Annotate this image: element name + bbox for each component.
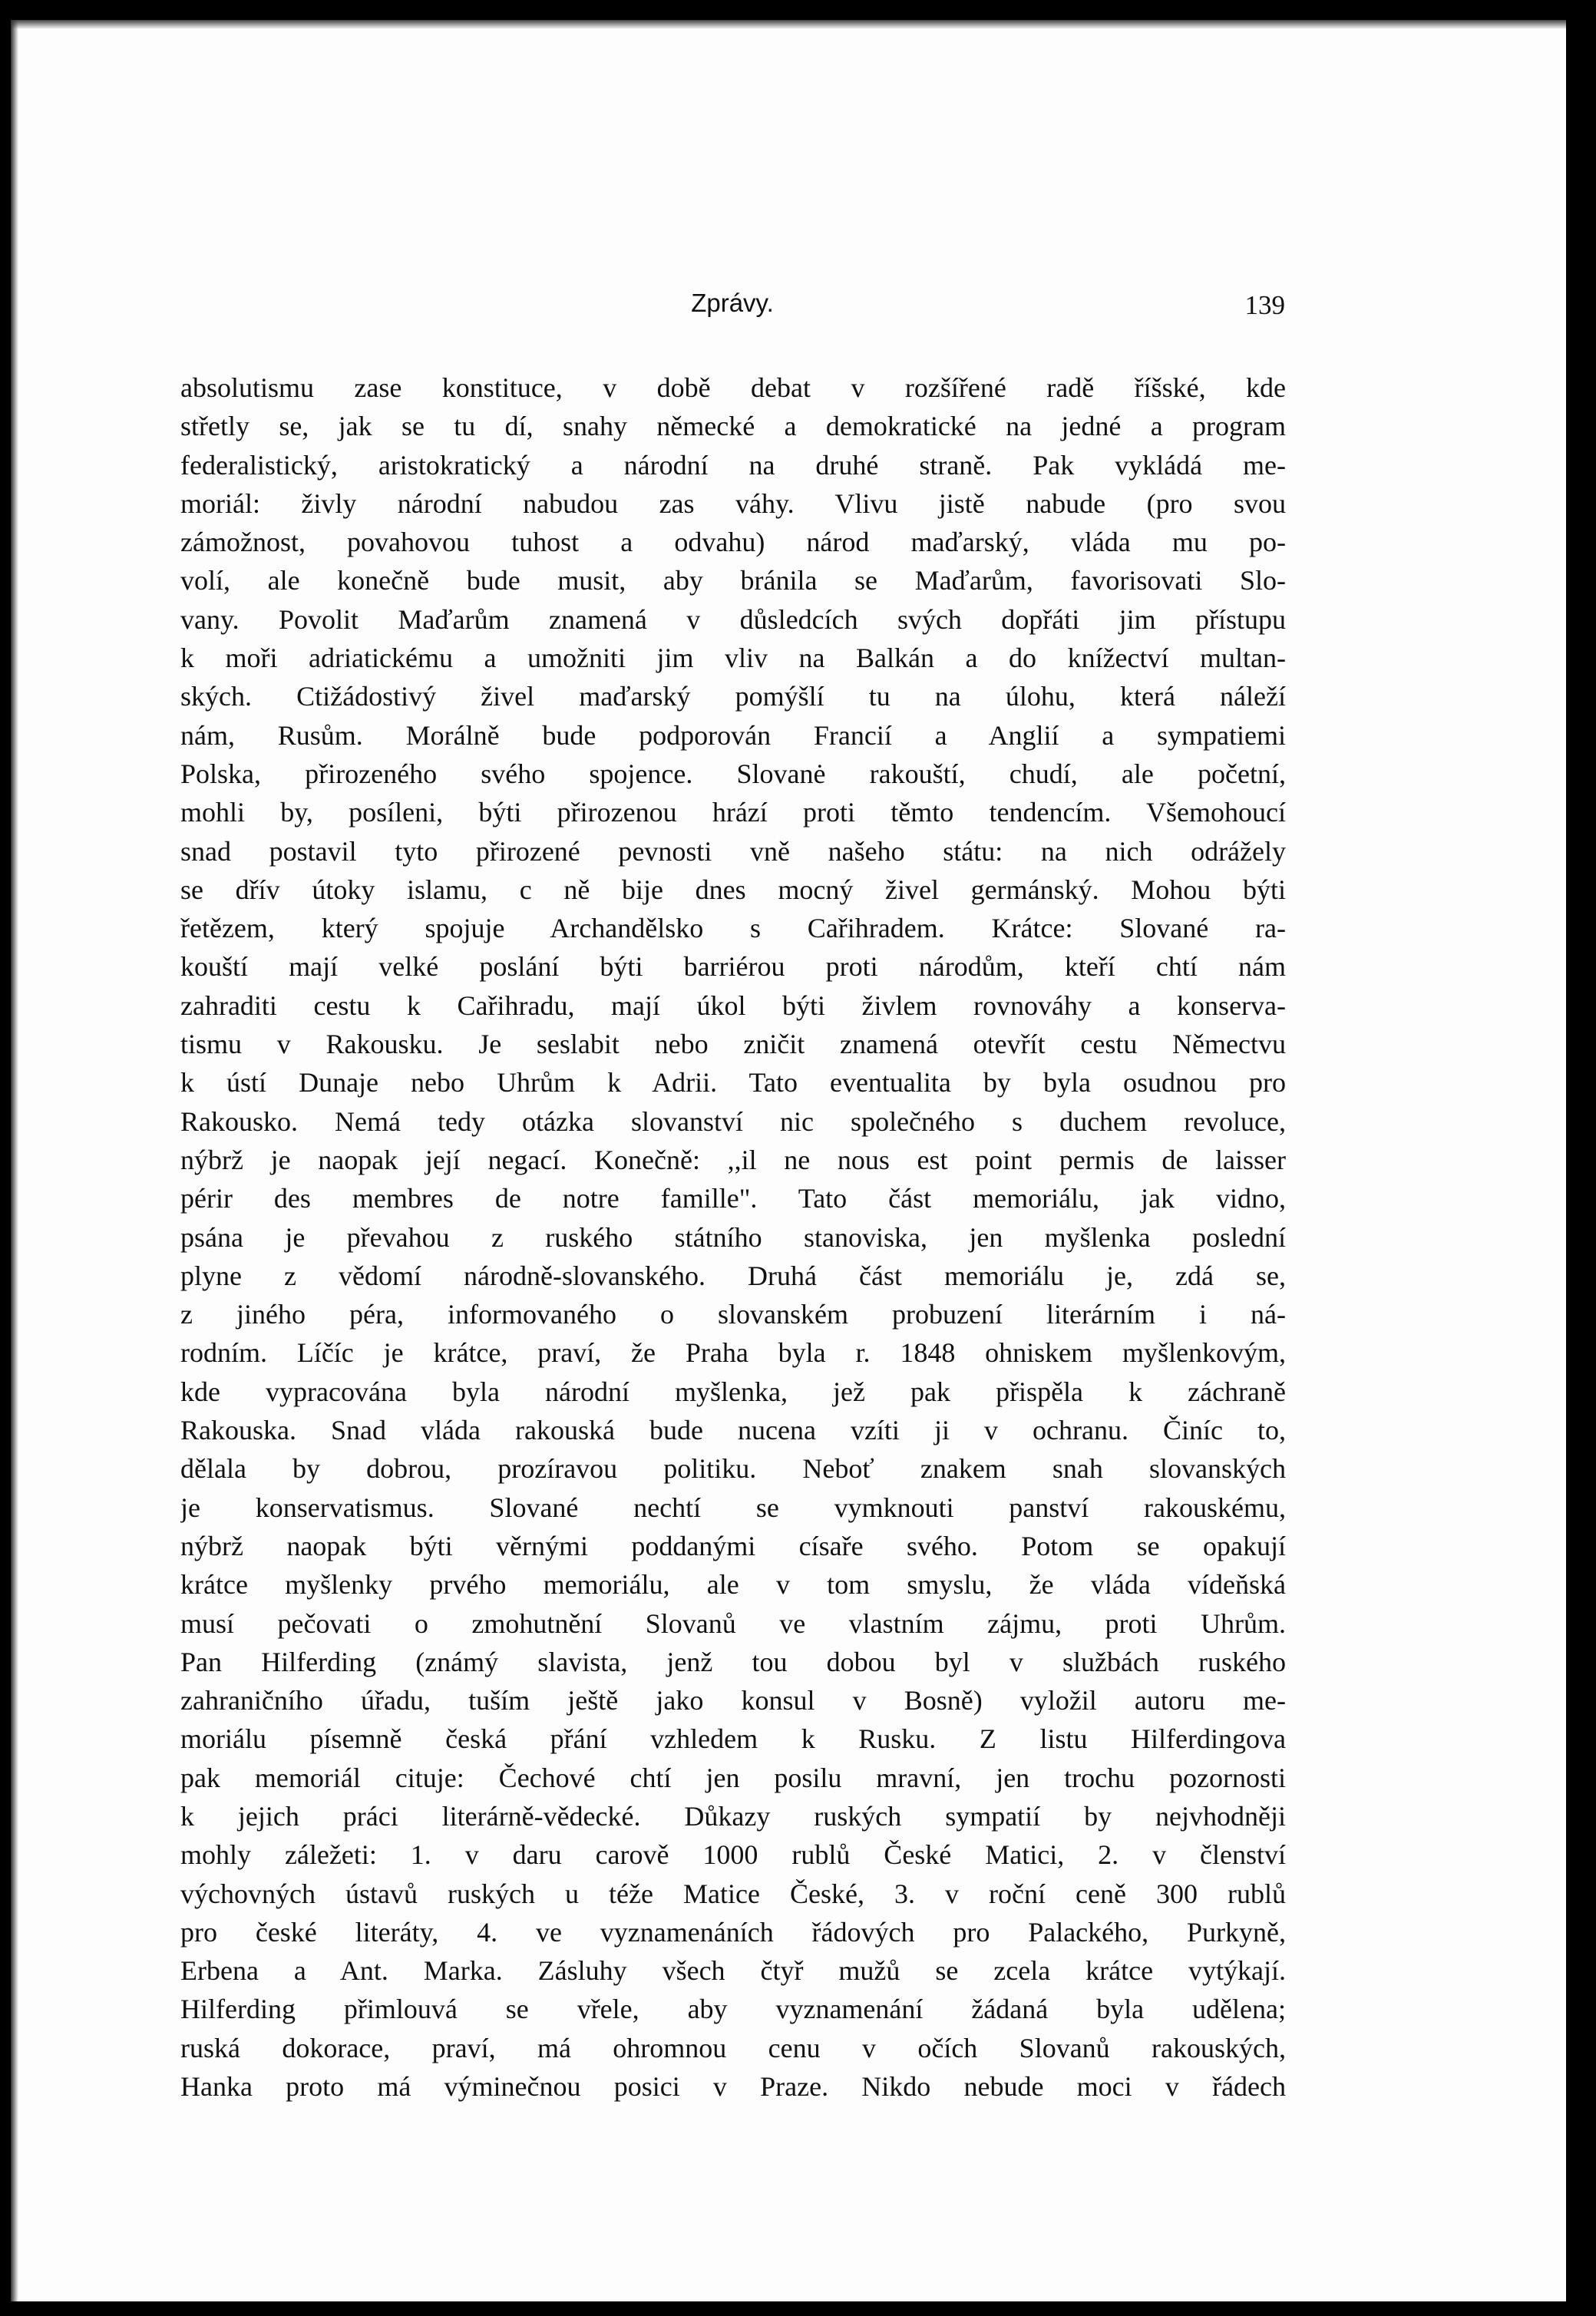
- text-line: absolutismu zase konstituce, v době debat v rozšířené radě říšské, kde: [180, 372, 1286, 403]
- text-line: nám, Rusům. Morálně bude podporován Francií a Anglií a sympatiemi: [180, 719, 1286, 751]
- text-line: snad postavil tyto přirozené pevnosti vně našeho státu: na nich odrážely: [180, 835, 1286, 867]
- text-line: Rakouska. Snad vláda rakouská bude nucena vzíti ji v ochranu. Činíc to,: [180, 1415, 1286, 1446]
- text-line: Hilferding přimlouvá se vřele, aby vyznamenání žádaná byla udělena;: [180, 1994, 1286, 2025]
- text-line: řetězem, který spojuje Archandělsko s Cařihradem. Krátce: Slované ra-: [180, 913, 1286, 944]
- text-line: z jiného péra, informovaného o slovanském probuzení literárním i ná-: [180, 1299, 1286, 1330]
- text-line: krátce myšlenky prvého memoriálu, ale v tom smyslu, že vláda vídeňská: [180, 1569, 1286, 1601]
- text-line: moriálu písemně česká přání vzhledem k Rusku. Z listu Hilferdingova: [180, 1723, 1286, 1755]
- scan-edge-shadow: [11, 20, 1566, 29]
- text-line: ských. Ctižádostivý živel maďarský pomýšlí tu na úlohu, která náleží: [180, 681, 1286, 712]
- text-line: k jejich práci literárně-vědecké. Důkazy ruských sympatií by nejvhodněji: [180, 1800, 1286, 1832]
- text-line: je konservatismus. Slované nechtí se vymknouti panství rakouskému,: [180, 1492, 1286, 1523]
- text-line: périr des membres de notre famille". Tato část memoriálu, jak vidno,: [180, 1183, 1286, 1214]
- page-number: 139: [1244, 290, 1285, 320]
- text-line: federalistický, aristokratický a národní na druhé straně. Pak vykládá me-: [180, 449, 1286, 481]
- text-line: kouští mají velké poslání býti barriérou proti národům, kteří chtí nám: [180, 951, 1286, 983]
- text-line: plyne z vědomí národně-slovanského. Druhá část memoriálu je, zdá se,: [180, 1260, 1286, 1291]
- book-page: [11, 20, 1566, 2301]
- text-line: zahraditi cestu k Cařihradu, mají úkol býti živlem rovnováhy a konserva-: [180, 990, 1286, 1021]
- text-line: výchovných ústavů ruských u téže Matice České, 3. v roční ceně 300 rublů: [180, 1878, 1286, 1909]
- text-line: k moři adriatickému a umožniti jim vliv na Balkán a do knížectví multan-: [180, 643, 1286, 674]
- text-line: k ústí Dunaje nebo Uhrům k Adrii. Tato eventualita by byla osudnou pro: [180, 1067, 1286, 1099]
- text-line: mohly záležeti: 1. v daru carově 1000 rublů České Matici, 2. v členství: [180, 1839, 1286, 1871]
- body-text: [180, 368, 1286, 2106]
- scan-edge-left: [11, 20, 18, 2301]
- text-line: psána je převahou z ruského státního stanoviska, jen myšlenka poslední: [180, 1221, 1286, 1253]
- text-line: Erbena a Ant. Marka. Zásluhy všech čtyř mužů se zcela krátce vytýkají.: [180, 1955, 1286, 1987]
- page-header: [180, 289, 1285, 335]
- text-line: rodním. Líčíc je krátce, praví, že Praha byla r. 1848 ohniskem myšlenkovým,: [180, 1337, 1286, 1369]
- text-line: kde vypracována byla národní myšlenka, jež pak přispěla k záchraně: [180, 1376, 1286, 1407]
- text-line: zámožnost, povahovou tuhost a odvahu) národ maďarský, vláda mu po-: [180, 527, 1286, 558]
- text-line: tismu v Rakousku. Je seslabit nebo zničit znamená otevřít cestu Němectvu: [180, 1029, 1286, 1060]
- text-line: Rakousko. Nemá tedy otázka slovanství nic společného s duchem revoluce,: [180, 1105, 1286, 1137]
- text-line: Polska, přirozeného svého spojence. Slovanė rakouští, chudí, ale početní,: [180, 758, 1286, 789]
- text-line: pro české literáty, 4. ve vyznamenáních řádových pro Palackého, Purkyně,: [180, 1916, 1286, 1948]
- text-line: Pan Hilferding (známý slavista, jenž tou dobou byl v službách ruského: [180, 1646, 1286, 1677]
- text-line: vany. Povolit Maďarům znamená v důsledcích svých dopřáti jim přístupu: [180, 603, 1286, 635]
- text-line: ruská dokorace, praví, má ohromnou cenu v očích Slovanů rakouských,: [180, 2032, 1286, 2063]
- text-line: střetly se, jak se tu dí, snahy německé a demokratické na jedné a program: [180, 411, 1286, 442]
- text-line: pak memoriál cituje: Čechové chtí jen posilu mravní, jen trochu pozornosti: [180, 1762, 1286, 1793]
- text-line: dělala by dobrou, prozíravou politiku. Neboť znakem snah slovanských: [180, 1453, 1286, 1485]
- text-line: zahraničního úřadu, tuším ještě jako konsul v Bosně) vyložil autoru me-: [180, 1685, 1286, 1716]
- text-line: volí, ale konečně bude musit, aby bránila se Maďarům, favorisovati Slo-: [180, 565, 1286, 596]
- text-line: se dřív útoky islamu, c ně bije dnes mocný živel germánský. Mohou býti: [180, 874, 1286, 905]
- text-line: nýbrž naopak býti věrnými poddanými císaře svého. Potom se opakují: [180, 1530, 1286, 1561]
- running-title: Zprávy.: [691, 289, 774, 317]
- text-line: moriál: živly národní nabudou zas váhy. Vlivu jistě nabude (pro svou: [180, 487, 1286, 519]
- text-line: Hanka proto má výminečnou posici v Praze. Nikdo nebude moci v řádech: [180, 2071, 1286, 2103]
- text-line: mohli by, posíleni, býti přirozenou hrází proti těmto tendencím. Všemohoucí: [180, 797, 1286, 828]
- text-line: nýbrž je naopak její negací. Konečně: ,,il ne nous est point permis de laisser: [180, 1144, 1286, 1175]
- text-line: musí pečovati o zmohutnění Slovanů ve vlastním zájmu, proti Uhrům.: [180, 1607, 1286, 1639]
